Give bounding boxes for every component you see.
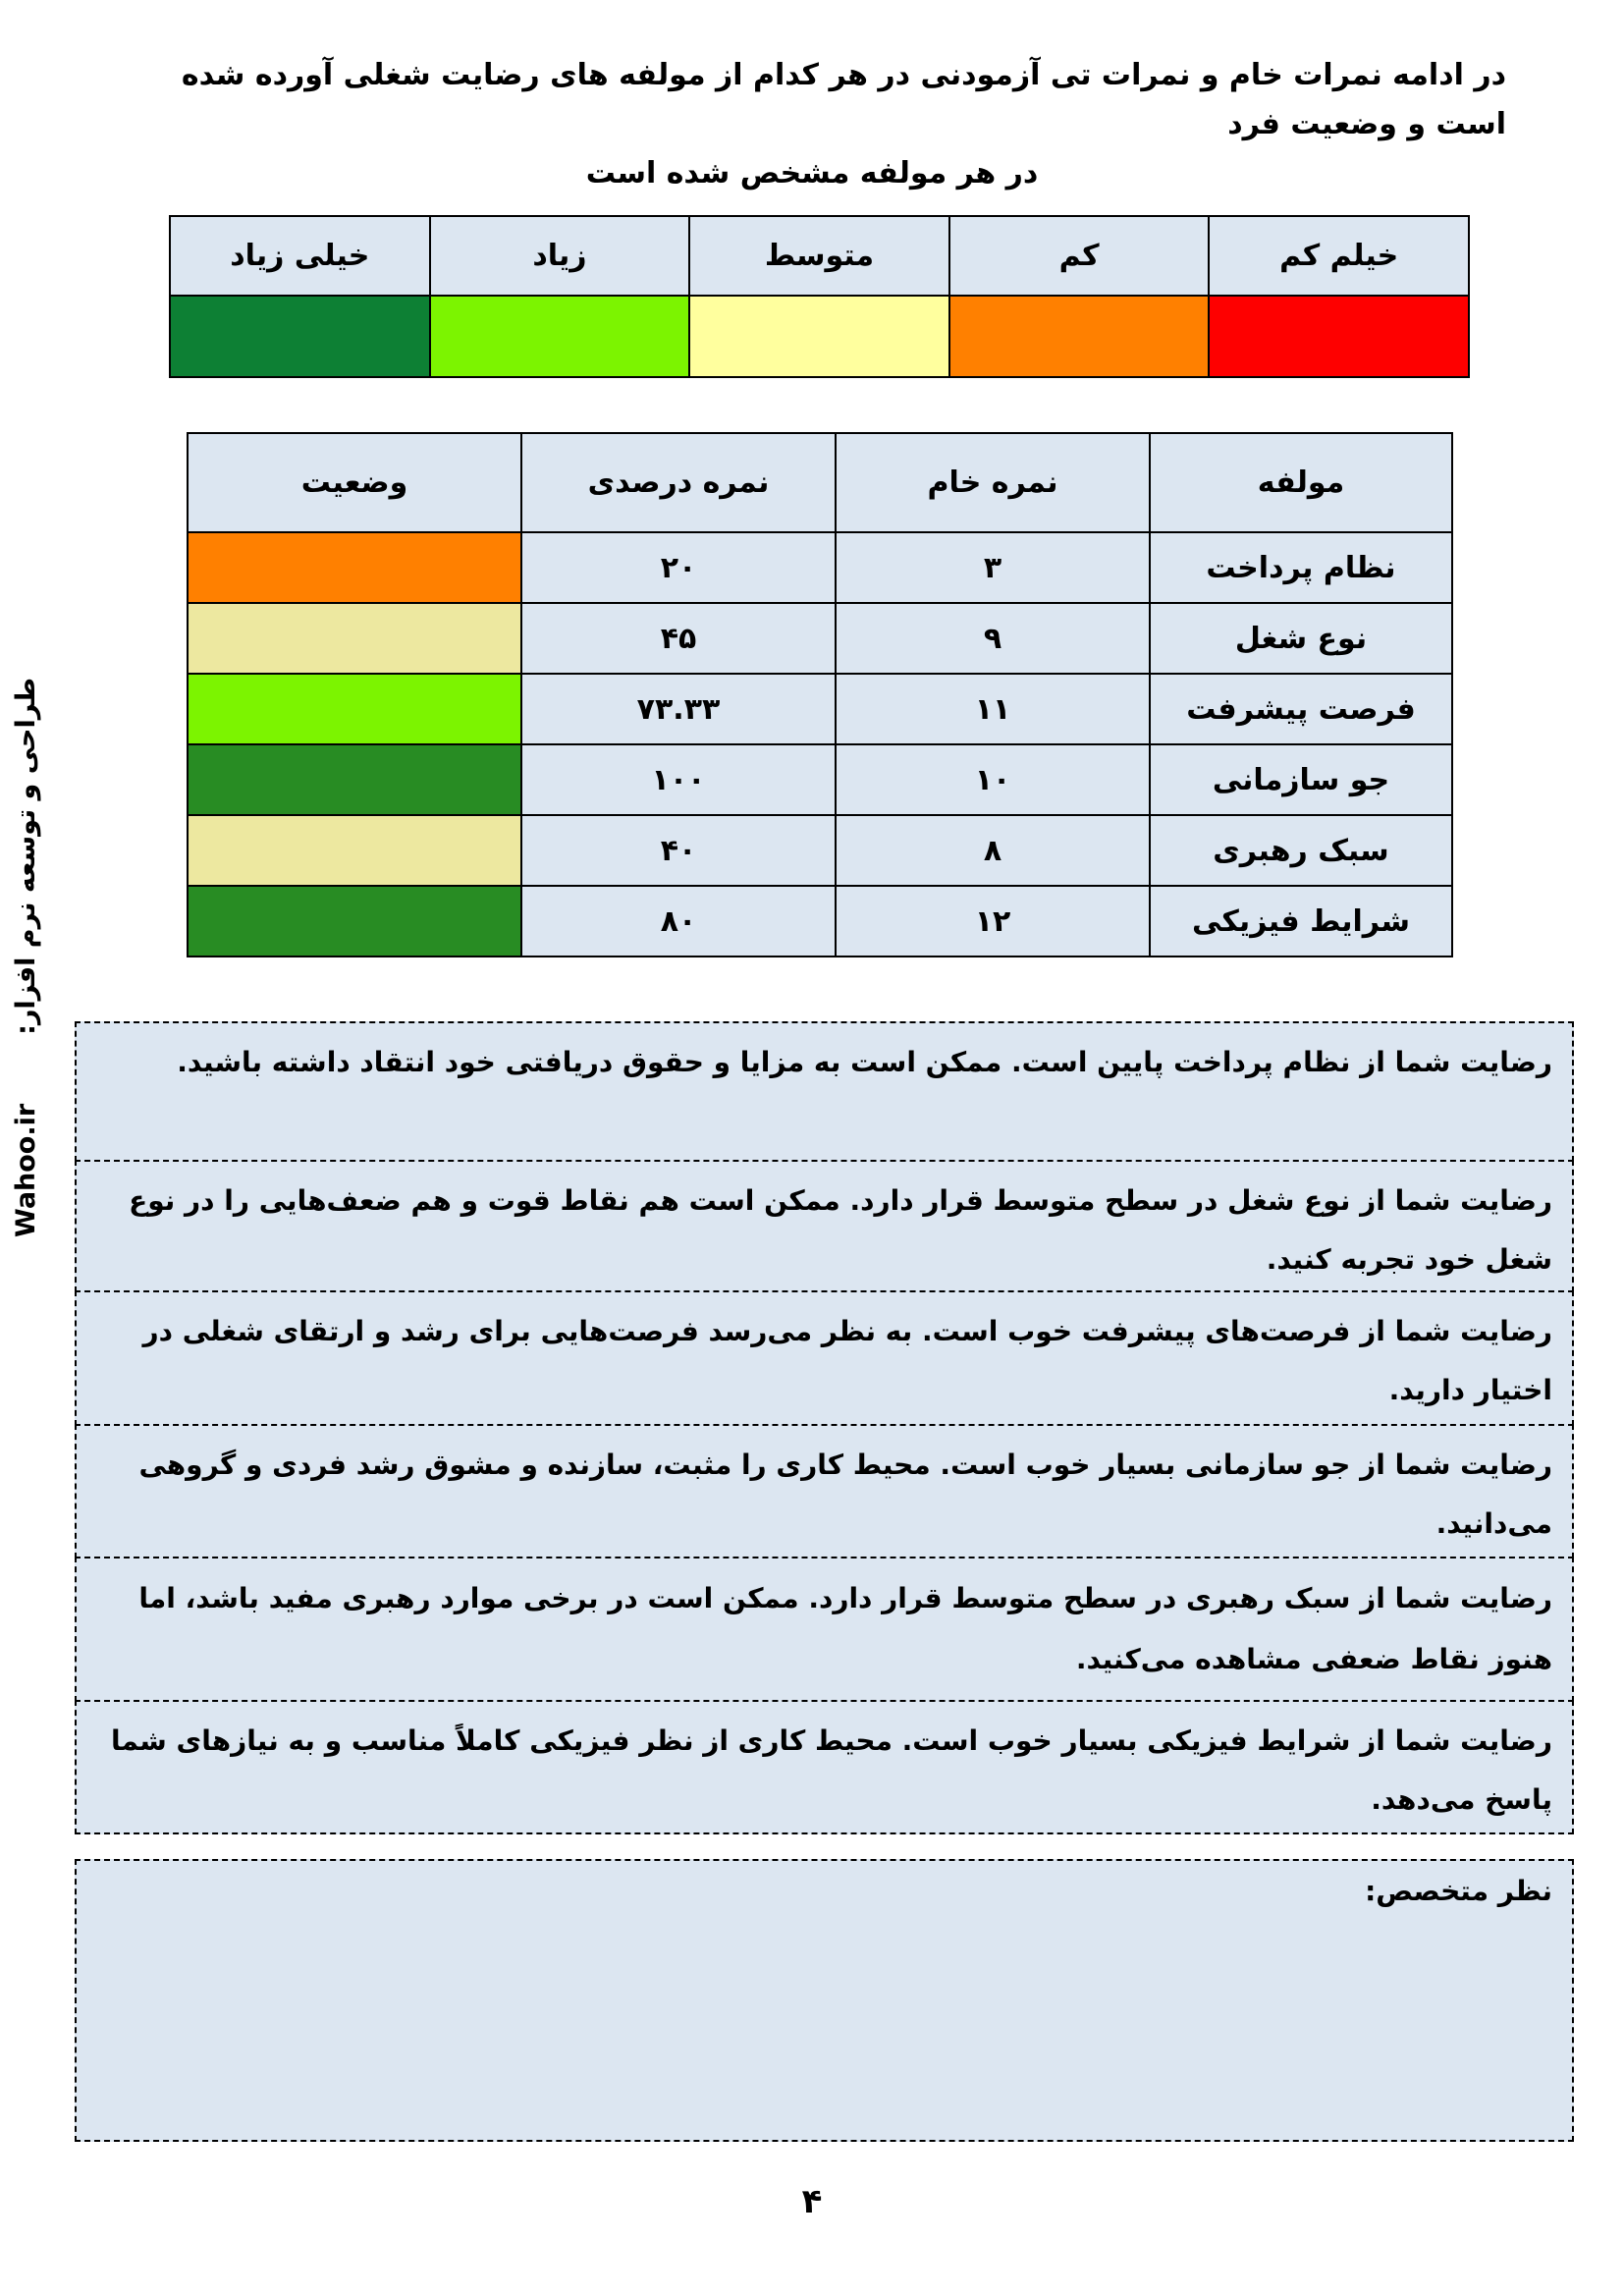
table-row: [188, 886, 1452, 957]
component-name: نظام پرداخت: [1150, 532, 1452, 603]
percent-score: ۷۳.۳۳: [521, 674, 836, 744]
raw-score: ۳: [836, 532, 1150, 603]
scores-table: [187, 432, 1453, 957]
percent-score: ۸۰: [521, 886, 836, 957]
legend-swatch-very-low: [1209, 296, 1469, 377]
percent-score: ۴۰: [521, 815, 836, 886]
interpretation-payment-system: رضایت شما از نظام پرداخت پایین است. ممکن است به مزایا و حقوق دریافتی خود انتقاد داشته باشید.: [75, 1021, 1574, 1162]
legend-swatch-medium: [689, 296, 949, 377]
expert-opinion-label: نظر متخصص:: [1365, 1875, 1552, 1907]
component-name: شرایط فیزیکی: [1150, 886, 1452, 957]
raw-score: ۹: [836, 603, 1150, 674]
legend-swatch-low: [949, 296, 1210, 377]
component-name: نوع شغل: [1150, 603, 1452, 674]
percent-score: ۱۰۰: [521, 744, 836, 815]
page-number: ۴: [801, 2182, 823, 2221]
raw-score: ۱۱: [836, 674, 1150, 744]
status-cell: [188, 886, 521, 957]
component-name: سبک رهبری: [1150, 815, 1452, 886]
raw-score: ۱۲: [836, 886, 1150, 957]
table-row: [188, 674, 1452, 744]
interpretation-physical: رضایت شما از شرایط فیزیکی بسیار خوب است. محیط کاری از نظر فیزیکی کاملاً مناسب و به نیازهای شما پاسخ می‌دهد.: [75, 1700, 1574, 1834]
page-intro-text: [118, 51, 1506, 198]
expert-opinion-box: [75, 1859, 1574, 2142]
status-cell: [188, 815, 521, 886]
credit-website: Wahoo.ir: [10, 1103, 41, 1237]
legend-label-very-low: خیلم کم: [1209, 216, 1469, 296]
interpretation-advancement: رضایت شما از فرصت‌های پیشرفت خوب است. به نظر می‌رسد فرصت‌هایی برای رشد و ارتقای شغلی در اختیار دارید.: [75, 1290, 1574, 1426]
raw-score: ۸: [836, 815, 1150, 886]
header-percent-score: نمره درصدی: [521, 433, 836, 532]
legend-label-very-high: خیلی زیاد: [170, 216, 430, 296]
credit-vertical-text: [4, 678, 47, 1237]
component-name: فرصت پیشرفت: [1150, 674, 1452, 744]
scores-header-row: [188, 433, 1452, 532]
legend-label-row: [170, 216, 1469, 296]
percent-score: ۲۰: [521, 532, 836, 603]
legend-label-low: کم: [949, 216, 1210, 296]
header-component: مولفه: [1150, 433, 1452, 532]
interpretation-boxes: [75, 1021, 1574, 1834]
header-raw-score: نمره خام: [836, 433, 1150, 532]
interpretation-org-climate: رضایت شما از جو سازمانی بسیار خوب است. محیط کاری را مثبت، سازنده و مشوق رشد فردی و گروهی می‌دانید.: [75, 1424, 1574, 1558]
intro-line-2: در هر مولفه مشخص شده است: [585, 156, 1039, 191]
status-cell: [188, 603, 521, 674]
raw-score: ۱۰: [836, 744, 1150, 815]
legend-table: [169, 215, 1470, 378]
intro-line-1: در ادامه نمرات خام و نمرات تی آزمودنی در هر کدام از مولفه های رضایت شغلی آورده شده است و وضعیت فرد: [181, 58, 1506, 141]
interpretation-job-type: رضایت شما از نوع شغل در سطح متوسط قرار دارد. ممکن است هم نقاط قوت و هم ضعف‌هایی را در نوع شغل خود تجربه کنید.: [75, 1160, 1574, 1292]
percent-score: ۴۵: [521, 603, 836, 674]
table-row: [188, 815, 1452, 886]
legend-color-row: [170, 296, 1469, 377]
table-row: [188, 532, 1452, 603]
header-status: وضعیت: [188, 433, 521, 532]
legend-swatch-very-high: [170, 296, 430, 377]
status-cell: [188, 532, 521, 603]
legend-label-medium: متوسط: [689, 216, 949, 296]
interpretation-leadership: رضایت شما از سبک رهبری در سطح متوسط قرار دارد. ممکن است در برخی موارد رهبری مفید باشد، اما هنوز نقاط ضعفی مشاهده می‌کنید.: [75, 1557, 1574, 1702]
table-row: [188, 603, 1452, 674]
status-cell: [188, 674, 521, 744]
component-name: جو سازمانی: [1150, 744, 1452, 815]
legend-swatch-high: [430, 296, 690, 377]
legend-label-high: زیاد: [430, 216, 690, 296]
table-row: [188, 744, 1452, 815]
credit-label: طراحی و توسعه نرم افزار:: [10, 678, 41, 1035]
status-cell: [188, 744, 521, 815]
